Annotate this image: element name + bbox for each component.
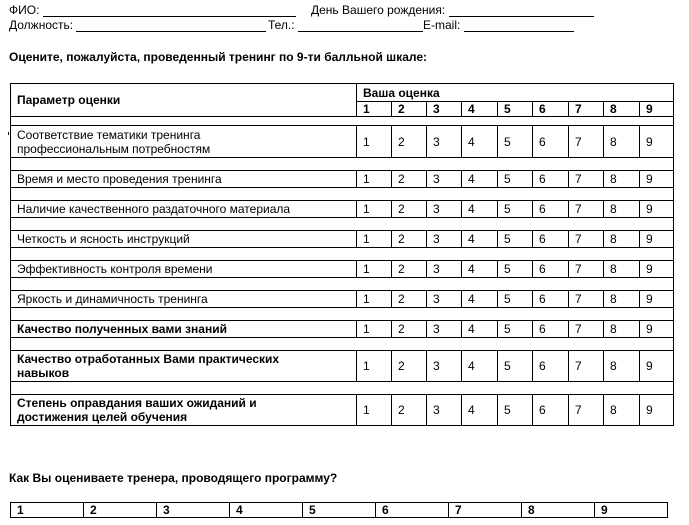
- score-option-1[interactable]: 1: [357, 395, 392, 426]
- criterion-row: [11, 171, 674, 188]
- score-option-3[interactable]: 3: [427, 291, 462, 308]
- scale-header-9: 9: [640, 102, 674, 117]
- row-spacer: [11, 218, 674, 231]
- score-option-4[interactable]: 4: [462, 321, 498, 338]
- score-option-2[interactable]: 2: [392, 351, 427, 382]
- position-line[interactable]: [76, 19, 266, 32]
- criterion-label: Время и место проведения тренинга: [11, 171, 357, 188]
- birthday-label: День Вашего рождения:: [311, 3, 446, 17]
- score-option-9[interactable]: 9: [640, 231, 674, 248]
- score-option-7[interactable]: 7: [569, 321, 604, 338]
- trainer-score-option-6[interactable]: 6: [376, 503, 449, 518]
- criterion-label: Четкость и ясность инструкций: [11, 231, 357, 248]
- spacer-cell: [11, 248, 674, 261]
- score-option-9[interactable]: 9: [640, 351, 674, 382]
- score-option-6[interactable]: 6: [533, 201, 569, 218]
- score-option-2[interactable]: 2: [392, 201, 427, 218]
- fio-label: ФИО:: [9, 3, 40, 17]
- email-field[interactable]: [423, 18, 574, 32]
- email-label: E-mail:: [423, 18, 461, 32]
- instruction-text: Оцените, пожалуйста, проведенный тренинг по 9-ти балльной шкале:: [9, 50, 428, 64]
- spacer-cell: [11, 218, 674, 231]
- criterion-label: Степень оправдания ваших ожиданий и достижения целей обучения: [11, 395, 357, 426]
- trainer-score-option-1[interactable]: 1: [11, 503, 84, 518]
- score-option-5[interactable]: 5: [498, 261, 533, 278]
- spacer-cell: [11, 308, 674, 321]
- score-option-3[interactable]: 3: [427, 171, 462, 188]
- spacer-cell: [11, 117, 674, 126]
- score-option-8[interactable]: 8: [604, 126, 640, 158]
- rating-table: [10, 83, 674, 426]
- score-option-3[interactable]: 3: [427, 261, 462, 278]
- score-option-8[interactable]: 8: [604, 321, 640, 338]
- trainer-score-option-4[interactable]: 4: [230, 503, 303, 518]
- trainer-score-option-5[interactable]: 5: [303, 503, 376, 518]
- score-option-1[interactable]: 1: [357, 291, 392, 308]
- row-spacer: [11, 308, 674, 321]
- score-option-8[interactable]: 8: [604, 201, 640, 218]
- criterion-row: [11, 261, 674, 278]
- score-option-7[interactable]: 7: [569, 351, 604, 382]
- score-option-6[interactable]: 6: [533, 291, 569, 308]
- score-option-8[interactable]: 8: [604, 231, 640, 248]
- email-line[interactable]: [464, 19, 574, 32]
- score-option-6[interactable]: 6: [533, 351, 569, 382]
- criterion-label: Наличие качественного раздаточного материала: [11, 201, 357, 218]
- criterion-row: [11, 291, 674, 308]
- criterion-label: Соответствие тематики тренинга профессиональным потребностям: [11, 126, 357, 158]
- score-option-9[interactable]: 9: [640, 395, 674, 426]
- criterion-row: [11, 321, 674, 338]
- score-option-5[interactable]: 5: [498, 351, 533, 382]
- score-option-2[interactable]: 2: [392, 126, 427, 158]
- row-spacer: [11, 382, 674, 395]
- score-option-5[interactable]: 5: [498, 171, 533, 188]
- score-option-4[interactable]: 4: [462, 231, 498, 248]
- score-option-7[interactable]: 7: [569, 291, 604, 308]
- scale-header-2: 2: [392, 102, 427, 117]
- score-option-9[interactable]: 9: [640, 321, 674, 338]
- score-option-2[interactable]: 2: [392, 291, 427, 308]
- score-option-6[interactable]: 6: [533, 395, 569, 426]
- score-option-3[interactable]: 3: [427, 351, 462, 382]
- trainer-scale-table: [10, 502, 668, 518]
- phone-field[interactable]: [268, 18, 423, 32]
- criterion-row: [11, 126, 674, 158]
- criterion-row: [11, 351, 674, 382]
- score-option-4[interactable]: 4: [462, 171, 498, 188]
- score-option-5[interactable]: 5: [498, 231, 533, 248]
- trainer-score-option-8[interactable]: 8: [522, 503, 595, 518]
- score-option-7[interactable]: 7: [569, 201, 604, 218]
- scale-header-4: 4: [462, 102, 498, 117]
- scale-header-7: 7: [569, 102, 604, 117]
- trainer-score-option-7[interactable]: 7: [449, 503, 522, 518]
- score-option-8[interactable]: 8: [604, 351, 640, 382]
- criterion-row: [11, 201, 674, 218]
- score-option-8[interactable]: 8: [604, 291, 640, 308]
- score-option-2[interactable]: 2: [392, 171, 427, 188]
- row-spacer: [11, 117, 674, 126]
- score-option-9[interactable]: 9: [640, 291, 674, 308]
- trainer-score-option-2[interactable]: 2: [84, 503, 157, 518]
- score-option-2[interactable]: 2: [392, 261, 427, 278]
- fio-field[interactable]: [9, 3, 296, 17]
- score-option-7[interactable]: 7: [569, 261, 604, 278]
- score-option-5[interactable]: 5: [498, 291, 533, 308]
- fio-line[interactable]: [43, 4, 296, 17]
- row-spacer: [11, 278, 674, 291]
- phone-label: Тел.:: [268, 18, 295, 32]
- phone-line[interactable]: [298, 19, 423, 32]
- score-option-3[interactable]: 3: [427, 231, 462, 248]
- score-option-6[interactable]: 6: [533, 321, 569, 338]
- score-option-5[interactable]: 5: [498, 395, 533, 426]
- criterion-label: Качество отработанных Вами практических навыков: [11, 351, 357, 382]
- score-option-1[interactable]: 1: [357, 261, 392, 278]
- score-option-7[interactable]: 7: [569, 395, 604, 426]
- score-header: Ваша оценка: [357, 84, 674, 102]
- position-label: Должность:: [9, 18, 74, 32]
- score-option-6[interactable]: 6: [533, 261, 569, 278]
- score-option-9[interactable]: 9: [640, 171, 674, 188]
- score-option-1[interactable]: 1: [357, 351, 392, 382]
- scale-header-8: 8: [604, 102, 640, 117]
- score-option-4[interactable]: 4: [462, 395, 498, 426]
- margin-mark: [8, 132, 9, 135]
- trainer-score-option-3[interactable]: 3: [157, 503, 230, 518]
- score-option-8[interactable]: 8: [604, 171, 640, 188]
- spacer-cell: [11, 382, 674, 395]
- score-option-7[interactable]: 7: [569, 231, 604, 248]
- row-spacer: [11, 248, 674, 261]
- spacer-cell: [11, 278, 674, 291]
- score-option-6[interactable]: 6: [533, 231, 569, 248]
- row-spacer: [11, 158, 674, 171]
- birthday-field[interactable]: [311, 3, 594, 17]
- score-option-4[interactable]: 4: [462, 201, 498, 218]
- score-option-1[interactable]: 1: [357, 126, 392, 158]
- score-option-5[interactable]: 5: [498, 321, 533, 338]
- score-option-1[interactable]: 1: [357, 231, 392, 248]
- score-option-4[interactable]: 4: [462, 261, 498, 278]
- spacer-cell: [11, 158, 674, 171]
- score-option-3[interactable]: 3: [427, 126, 462, 158]
- score-option-4[interactable]: 4: [462, 351, 498, 382]
- score-option-4[interactable]: 4: [462, 126, 498, 158]
- criterion-row: [11, 231, 674, 248]
- scale-header-6: 6: [533, 102, 569, 117]
- score-option-7[interactable]: 7: [569, 171, 604, 188]
- score-option-7[interactable]: 7: [569, 126, 604, 158]
- score-option-9[interactable]: 9: [640, 261, 674, 278]
- spacer-cell: [11, 338, 674, 351]
- score-option-8[interactable]: 8: [604, 261, 640, 278]
- criterion-row: [11, 395, 674, 426]
- score-option-8[interactable]: 8: [604, 395, 640, 426]
- score-option-1[interactable]: 1: [357, 171, 392, 188]
- row-spacer: [11, 188, 674, 201]
- score-option-3[interactable]: 3: [427, 321, 462, 338]
- score-option-5[interactable]: 5: [498, 126, 533, 158]
- score-option-3[interactable]: 3: [427, 201, 462, 218]
- criterion-label: Эффективность контроля времени: [11, 261, 357, 278]
- score-option-1[interactable]: 1: [357, 201, 392, 218]
- scale-header-5: 5: [498, 102, 533, 117]
- score-option-2[interactable]: 2: [392, 231, 427, 248]
- scale-header-3: 3: [427, 102, 462, 117]
- criterion-label: Качество полученных вами знаний: [11, 321, 357, 338]
- birthday-line[interactable]: [449, 4, 594, 17]
- score-option-6[interactable]: 6: [533, 126, 569, 158]
- score-option-9[interactable]: 9: [640, 201, 674, 218]
- param-header: Параметр оценки: [11, 84, 357, 117]
- score-option-5[interactable]: 5: [498, 201, 533, 218]
- criterion-label: Яркость и динамичность тренинга: [11, 291, 357, 308]
- trainer-question: Как Вы оцениваете тренера, проводящего программу?: [9, 471, 338, 485]
- score-option-6[interactable]: 6: [533, 171, 569, 188]
- trainer-score-option-9[interactable]: 9: [595, 503, 668, 518]
- score-option-2[interactable]: 2: [392, 321, 427, 338]
- score-option-4[interactable]: 4: [462, 291, 498, 308]
- row-spacer: [11, 338, 674, 351]
- spacer-cell: [11, 188, 674, 201]
- score-option-3[interactable]: 3: [427, 395, 462, 426]
- score-option-9[interactable]: 9: [640, 126, 674, 158]
- scale-header-1: 1: [357, 102, 392, 117]
- position-field[interactable]: [9, 18, 266, 32]
- score-option-2[interactable]: 2: [392, 395, 427, 426]
- score-option-1[interactable]: 1: [357, 321, 392, 338]
